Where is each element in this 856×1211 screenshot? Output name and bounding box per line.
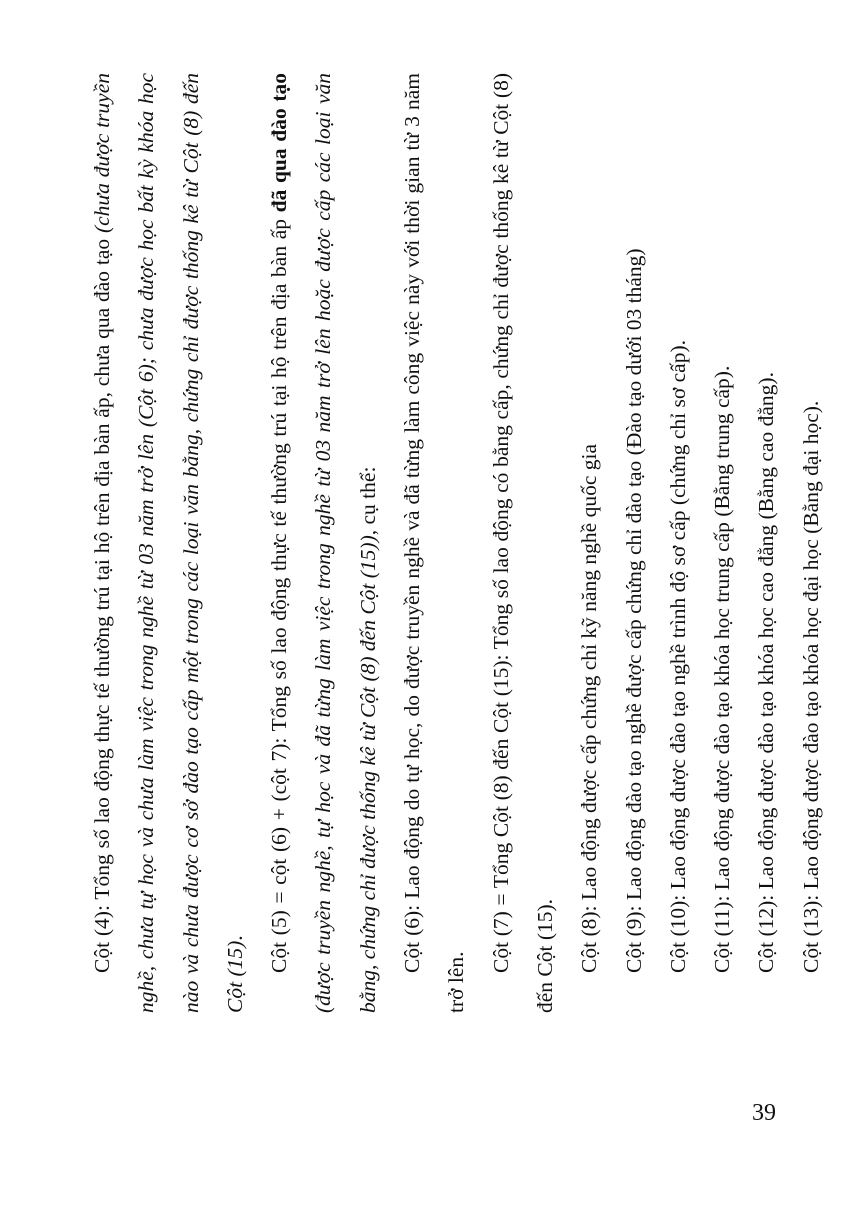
list-item-column-13: Cột (13): Lao động được đào tạo khóa học đại học (Bằng đại học). [798, 400, 823, 973]
paragraph-column-4-lead: Cột (4): Tổng số lao động thực tế thường trú tại hộ trên địa bàn ấp, chưa qua đào tạo [90, 233, 114, 973]
paragraph-column-4-tail: . [222, 935, 247, 941]
page-number: 39 [752, 1100, 776, 1126]
list-item-column-9: Cột (9): Lao động đào tạo nghề được cấp chứng chỉ đào tạo (Đào tạo dưới 03 tháng) [621, 248, 646, 973]
list-item-column-8: Cột (8): Lao động được cấp chứng chỉ kỹ năng nghề quốc gia [577, 443, 602, 973]
paragraph-column-5-tail: , cụ thể: [355, 466, 380, 536]
paragraph-column-7: Cột (7) = Tổng Cột (8) đến Cột (15): Tổng số lao động có bằng cấp, chứng chỉ được thống kê từ Cột (8) đến Cột (15). [488, 73, 557, 1013]
paragraph-column-5 [257, 73, 390, 1013]
list-item-column-11: Cột (11): Lao động được đào tạo khóa học trung cấp (Bằng trung cấp). [710, 365, 735, 973]
paragraph-column-5-italic: (được truyền nghề, tự học và đã từng làm việc trong nghề từ 03 năm trở lên hoặc được cấp các loại văn bằng, chứng chỉ được thống kê từ Cột (8) đến Cột (15)) [311, 73, 380, 1013]
paragraph-column-5-bold: đã qua đào tạo [267, 73, 292, 213]
paragraph-column-6: Cột (6): Lao động do tự học, do được truyền nghề và đã từng làm công việc này với thời gian từ 3 năm trở lên. [400, 73, 469, 1013]
paragraph-column-4 [80, 73, 257, 1013]
paragraph-column-4-italic: (chưa được truyền nghề, chưa tự học và chưa làm việc trong nghề từ 03 năm trở lên (Cột 6); chưa được học bất kỳ khóa học nào và chưa được cơ sở đào tạo cấp một trong các loại văn bằng, chứng chỉ được thống kê từ Cột (8) đến Cột (15) [90, 72, 247, 1013]
paragraph-column-5-lead: Cột (5) = cột (6) + (cột 7): Tổng số lao động thực tế thường trú tại hộ trên địa bàn ấp [267, 212, 292, 973]
list-item-column-12: Cột (12): Lao động được đào tạo khóa học cao đẳng (Bằng cao đẳng). [754, 372, 779, 973]
list-item-column-10: Cột (10): Lao động được đào tạo nghề trình độ sơ cấp (chứng chỉ sơ cấp). [665, 340, 690, 973]
rotated-text-block [80, 72, 823, 1013]
